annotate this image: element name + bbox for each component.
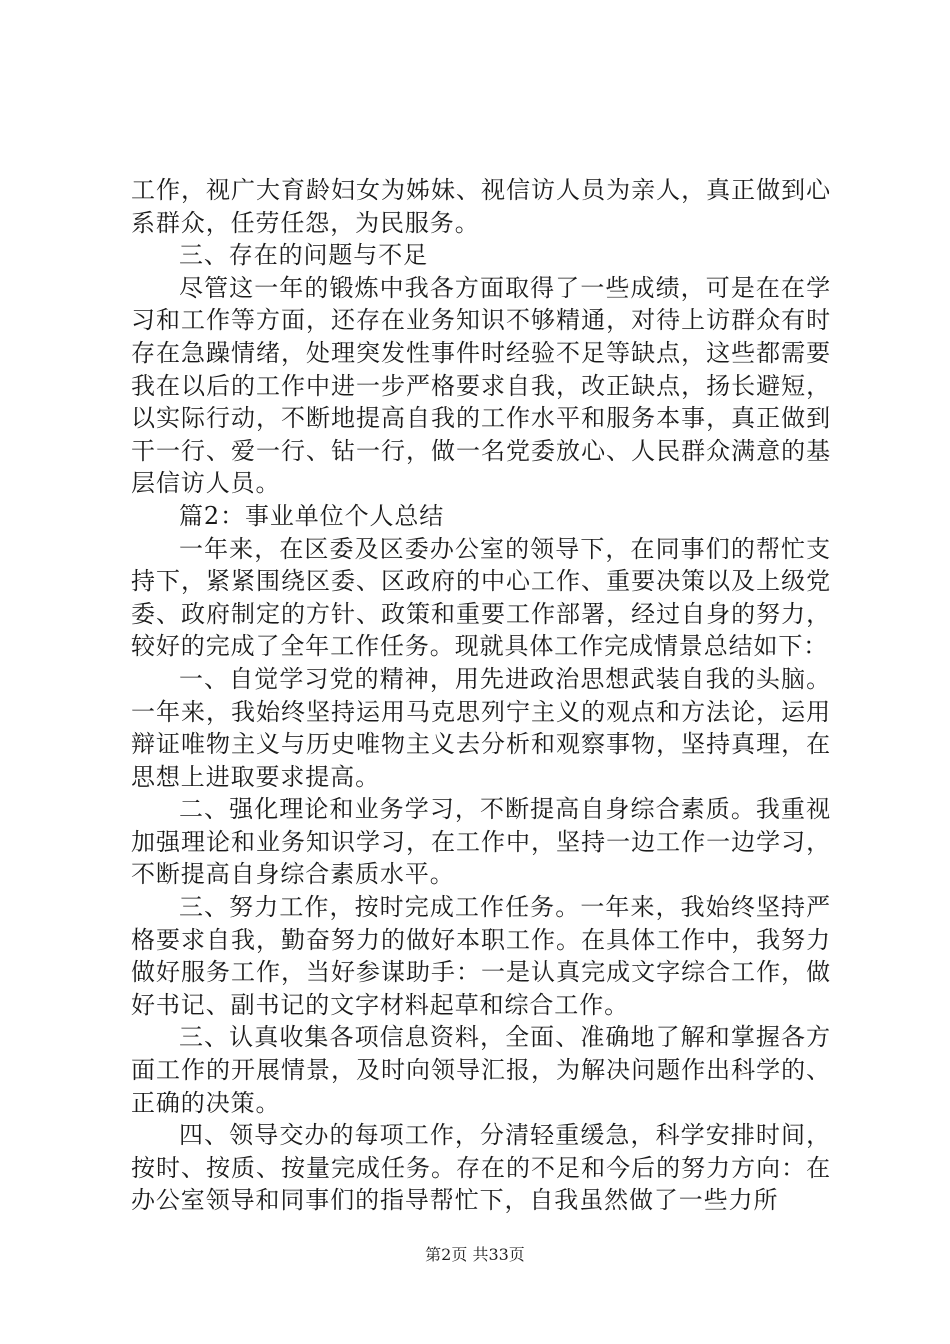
paragraph-point-3b: 三、认真收集各项信息资料，全面、准确地了解和掌握各方面工作的开展情景，及时向领导汇报，为解决问题作出科学的、正确的决策。: [131, 1023, 831, 1117]
paragraph-intro: 一年来，在区委及区委办公室的领导下，在同事们的帮忙支持下，紧紧围绕区委、区政府的中心工作、重要决策以及上级党委、政府制定的方针、政策和重要工作部署，经过自身的努力，较好的完成了全年工作任务。现就具体工作完成情景总结如下：: [131, 534, 831, 661]
section-heading-problems: 三、存在的问题与不足: [179, 241, 428, 270]
paragraph-continuation: 工作，视广大育龄妇女为姊妹、视信访人员为亲人，真正做到心系群众，任劳任怨，为民服务。: [131, 176, 831, 237]
paragraph-point-2: 二、强化理论和业务学习，不断提高自身综合素质。我重视加强理论和业务知识学习，在工作中，坚持一边工作一边学习，不断提高自身综合素质水平。: [131, 795, 831, 889]
article-heading: 篇2：事业单位个人总结: [179, 501, 445, 530]
page-footer: 第2页 共33页: [425, 1245, 525, 1264]
paragraph-point-1: 一、自觉学习党的精神，用先进政治思想武装自我的头脑。一年来，我始终坚持运用马克思列宁主义的观点和方法论，运用辩证唯物主义与历史唯物主义去分析和观察事物，坚持真理，在思想上进取要求提高。: [131, 664, 831, 791]
paragraph-problems: 尽管这一年的锻炼中我各方面取得了一些成绩，可是在在学习和工作等方面，还存在业务知识不够精通，对待上访群众有时存在急躁情绪，处理突发性事件时经验不足等缺点，这些都需要我在以后的工作中进一步严格要求自我，改正缺点，扬长避短，以实际行动，不断地提高自我的工作水平和服务本事，真正做到干一行、爱一行、钻一行，做一名党委放心、人民群众满意的基层信访人员。: [131, 273, 831, 498]
paragraph-point-3: 三、努力工作，按时完成工作任务。一年来，我始终坚持严格要求自我，勤奋努力的做好本职工作。在具体工作中，我努力做好服务工作，当好参谋助手：一是认真完成文字综合工作，做好书记、副书记的文字材料起草和综合工作。: [131, 893, 831, 1019]
paragraph-point-4: 四、领导交办的每项工作，分清轻重缓急，科学安排时间，按时、按质、按量完成任务。存在的不足和今后的努力方向：在办公室领导和同事们的指导帮忙下，自我虽然做了一些力所: [131, 1121, 831, 1215]
document-body: [131, 174, 831, 1217]
